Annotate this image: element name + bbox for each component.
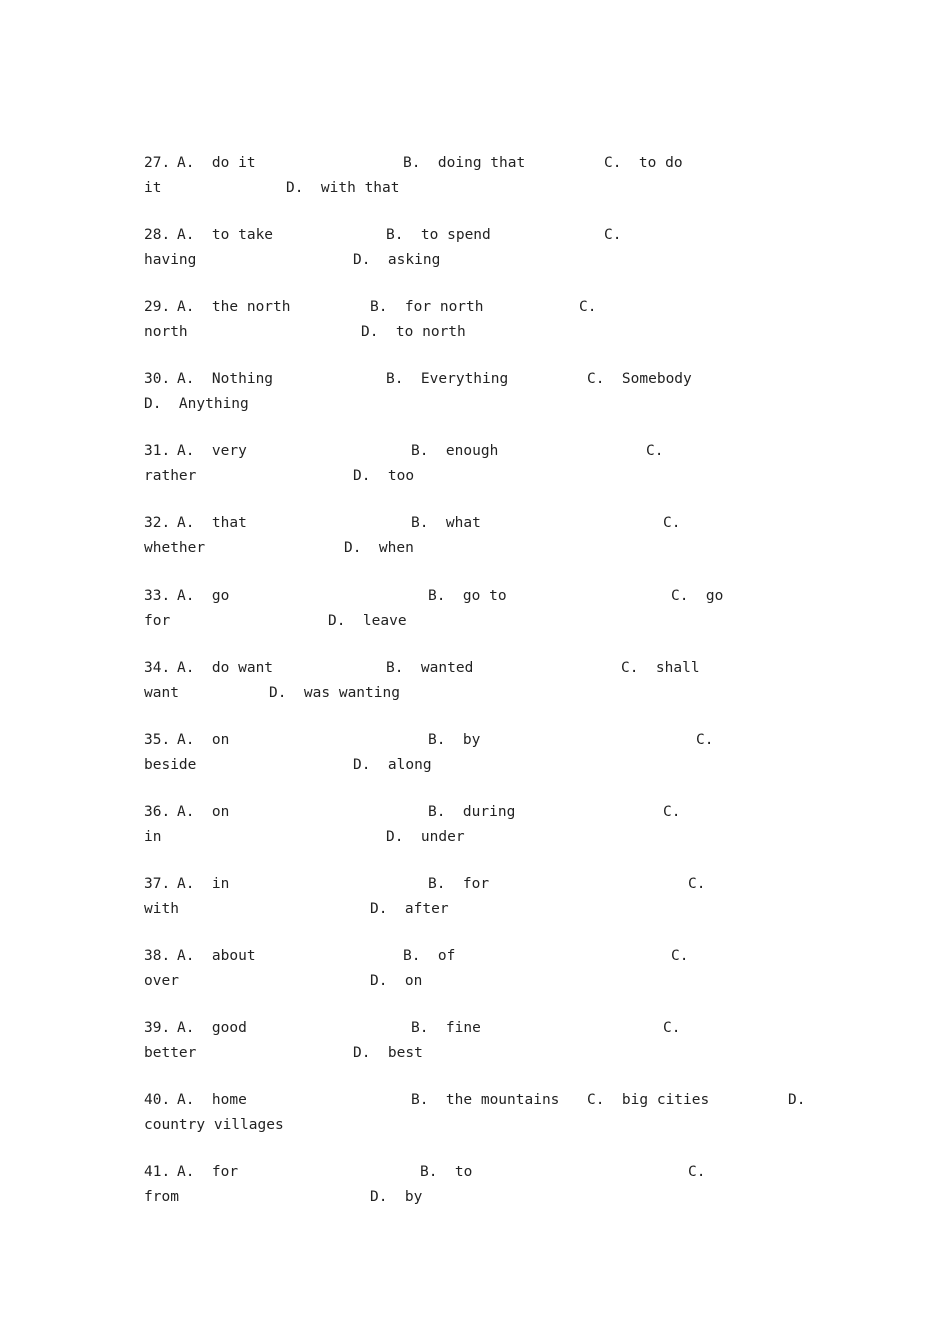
option-b: B. wanted	[386, 660, 474, 676]
option-d: D. under	[386, 829, 465, 845]
option-c: C.	[646, 443, 664, 459]
question-number: 34.	[144, 660, 171, 676]
question-number: 38.	[144, 948, 171, 964]
question-line-2	[144, 682, 400, 704]
option-a: A. for	[177, 1164, 239, 1180]
question-line-2	[144, 898, 449, 920]
question-line-2	[144, 1042, 423, 1064]
option-c: C.	[663, 1020, 681, 1036]
question-line-1	[144, 945, 689, 967]
question-38	[144, 945, 824, 997]
question-line-2	[144, 610, 407, 632]
question-line-1	[144, 585, 724, 607]
option-c-wrap: with	[144, 901, 179, 917]
option-c-wrap: rather	[144, 468, 197, 484]
option-b: B. for	[428, 876, 490, 892]
question-30	[144, 368, 824, 420]
option-d: D. Anything	[144, 396, 249, 412]
question-line-1	[144, 368, 692, 390]
question-number: 37.	[144, 876, 171, 892]
question-number: 39.	[144, 1020, 171, 1036]
option-b: B. Everything	[386, 371, 509, 387]
question-41	[144, 1161, 824, 1213]
question-36	[144, 801, 824, 853]
option-c-wrap: it	[144, 180, 162, 196]
option-c-wrap: in	[144, 829, 162, 845]
option-c: C. go	[671, 588, 724, 604]
option-a: A. on	[177, 804, 230, 820]
option-c-wrap: having	[144, 252, 197, 268]
option-c: C.	[696, 732, 714, 748]
option-d: D. best	[353, 1045, 423, 1061]
option-a: A. do it	[177, 155, 256, 171]
option-d-wrap: country villages	[144, 1117, 284, 1133]
question-line-1	[144, 729, 714, 751]
question-39	[144, 1017, 824, 1069]
question-33	[144, 585, 824, 637]
question-line-1	[144, 873, 706, 895]
question-37	[144, 873, 824, 925]
question-31	[144, 440, 824, 492]
option-c-wrap: over	[144, 973, 179, 989]
option-c-wrap: better	[144, 1045, 197, 1061]
question-line-2	[144, 1186, 423, 1208]
option-c: C.	[663, 515, 681, 531]
question-line-2	[144, 465, 415, 487]
option-d: D. asking	[353, 252, 441, 268]
option-c: C.	[671, 948, 689, 964]
question-number: 31.	[144, 443, 171, 459]
question-line-2	[144, 177, 400, 199]
option-b: B. enough	[411, 443, 499, 459]
question-number: 40.	[144, 1092, 171, 1108]
question-line-2	[144, 1114, 284, 1136]
option-c-wrap: want	[144, 685, 179, 701]
option-d: D. leave	[328, 613, 407, 629]
option-c-wrap: beside	[144, 757, 197, 773]
question-number: 27.	[144, 155, 171, 171]
question-line-1	[144, 801, 681, 823]
option-d: D. with that	[286, 180, 400, 196]
option-a: A. about	[177, 948, 256, 964]
option-a: A. that	[177, 515, 247, 531]
question-line-1	[144, 657, 700, 679]
question-number: 32.	[144, 515, 171, 531]
question-34	[144, 657, 824, 709]
option-d: D. when	[344, 540, 414, 556]
option-c-wrap: for	[144, 613, 171, 629]
option-a: A. to take	[177, 227, 274, 243]
question-line-1	[144, 1161, 706, 1183]
option-b: B. the mountains	[411, 1092, 560, 1108]
option-a: A. on	[177, 732, 230, 748]
question-number: 35.	[144, 732, 171, 748]
option-a: A. do want	[177, 660, 274, 676]
question-line-2	[144, 393, 249, 415]
option-a: A. Nothing	[177, 371, 274, 387]
question-line-2	[144, 321, 466, 343]
question-line-1	[144, 1089, 806, 1111]
option-a: A. the north	[177, 299, 291, 315]
question-line-1	[144, 512, 681, 534]
question-number: 36.	[144, 804, 171, 820]
option-d: D. was wanting	[269, 685, 400, 701]
question-line-2	[144, 970, 423, 992]
option-c-wrap: from	[144, 1189, 179, 1205]
question-40	[144, 1089, 824, 1141]
option-c-wrap: north	[144, 324, 188, 340]
question-28	[144, 224, 824, 276]
question-line-2	[144, 537, 414, 559]
option-c: C.	[604, 227, 622, 243]
option-a: A. home	[177, 1092, 247, 1108]
option-d: D. too	[353, 468, 415, 484]
option-b: B. go to	[428, 588, 507, 604]
option-c: C.	[688, 1164, 706, 1180]
question-line-1	[144, 1017, 681, 1039]
question-number: 29.	[144, 299, 171, 315]
option-a: A. go	[177, 588, 230, 604]
option-d: D.	[788, 1092, 806, 1108]
option-d: D. by	[370, 1189, 423, 1205]
question-line-2	[144, 826, 465, 848]
question-29	[144, 296, 824, 348]
option-c: C. Somebody	[587, 371, 692, 387]
option-b: B. what	[411, 515, 481, 531]
question-number: 41.	[144, 1164, 171, 1180]
option-d: D. along	[353, 757, 432, 773]
option-d: D. after	[370, 901, 449, 917]
option-a: A. good	[177, 1020, 247, 1036]
option-b: B. doing that	[403, 155, 526, 171]
option-d: D. to north	[361, 324, 466, 340]
question-line-1	[144, 296, 597, 318]
option-c: C. to do	[604, 155, 683, 171]
question-line-1	[144, 440, 664, 462]
question-number: 30.	[144, 371, 171, 387]
option-c: C.	[579, 299, 597, 315]
option-d: D. on	[370, 973, 423, 989]
option-b: B. to spend	[386, 227, 491, 243]
question-line-1	[144, 152, 683, 174]
question-line-1	[144, 224, 622, 246]
option-b: B. to	[420, 1164, 473, 1180]
option-a: A. in	[177, 876, 230, 892]
option-c-wrap: whether	[144, 540, 206, 556]
option-b: B. by	[428, 732, 481, 748]
question-line-2	[144, 754, 432, 776]
option-b: B. of	[403, 948, 456, 964]
option-c: C. big cities	[587, 1092, 710, 1108]
question-27	[144, 152, 824, 204]
question-32	[144, 512, 824, 564]
question-35	[144, 729, 824, 781]
question-number: 33.	[144, 588, 171, 604]
option-c: C.	[663, 804, 681, 820]
option-a: A. very	[177, 443, 247, 459]
option-b: B. for north	[370, 299, 484, 315]
option-c: C.	[688, 876, 706, 892]
option-b: B. during	[428, 804, 516, 820]
option-b: B. fine	[411, 1020, 481, 1036]
option-c: C. shall	[621, 660, 700, 676]
question-line-2	[144, 249, 441, 271]
question-number: 28.	[144, 227, 171, 243]
